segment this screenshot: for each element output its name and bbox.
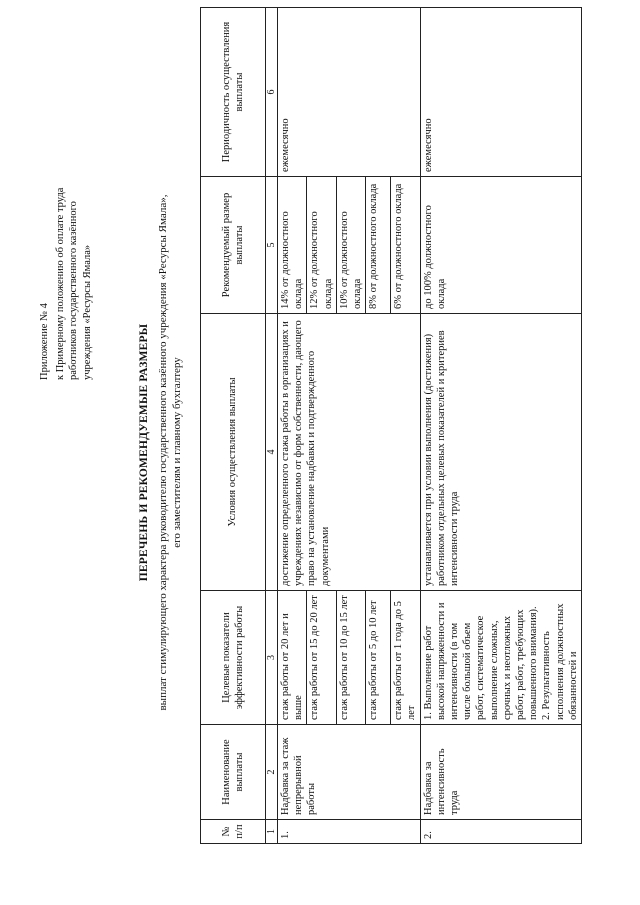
row-number: 2. [420,820,581,844]
column-number-row [266,8,278,844]
recommended-size: 8% от должностного оклада [366,177,391,314]
recommended-size: 14% от должностного оклада [278,177,307,314]
recommended-size: 12% от должностного оклада [307,177,336,314]
column-number: 3 [266,591,278,725]
header-periodicity: Периодичность осуществления выплаты [201,8,266,177]
payment-name: Надбавка за интенсивность труда [420,725,581,820]
target-indicator: стаж работы от 20 лет и выше [278,591,307,725]
column-number: 5 [266,177,278,314]
document-subtitle: выплат стимулирующего характера руководителю государственного казённого учреждения «Ресурсы Ямала», [157,194,169,711]
payment-condition: устанавливается при условии выполнения (достижения) работником отдельных целевых показателей и критериев интенсивности труда [420,314,581,591]
appendix-reference [38,110,94,380]
appendix-number: Приложение № 4 [39,303,50,380]
payment-periodicity: ежемесячно [278,8,421,177]
document-subtitle: его заместителям и главному бухгалтеру [171,357,183,548]
recommended-size: до 100% должностного оклада [420,177,581,314]
table-row [278,8,307,844]
appendix-line: учреждения «Ресурсы Ямала» [81,244,93,380]
column-number: 6 [266,8,278,177]
payment-name: Надбавка за стаж непрерывной работы [278,725,421,820]
column-number: 1 [266,820,278,844]
column-number: 4 [266,314,278,591]
target-indicator: стаж работы от 10 до 15 лет [336,591,365,725]
recommended-size: 10% от должностного оклада [336,177,365,314]
payment-periodicity: ежемесячно [420,8,581,177]
target-indicator: 1. Выполнение работ высокой напряженности и интенсивности (в том числе большой объем работ, систематическое выполнение сложных, срочных и неотложных работ, работ, требующих повышенного внимания). 2. Результативность исполнения должностных обязанностей и [420,591,581,725]
target-indicator: стаж работы от 15 до 20 лет [307,591,336,725]
appendix-line: работников государственного казённого [68,201,79,380]
document-title: ПЕРЕЧЕНЬ И РЕКОМЕНДУЕМЫЕ РАЗМЕРЫ [138,323,150,582]
row-number: 1. [278,820,421,844]
payments-table [200,7,582,844]
appendix-line: к Примерному положению об оплате труда [54,187,66,380]
column-number: 2 [266,725,278,820]
target-indicator: стаж работы от 1 года до 5 лет [391,591,420,725]
target-indicator: стаж работы от 5 до 10 лет [366,591,391,725]
header-recommended-size: Рекомендуемый размер выплаты [201,177,266,314]
header-payment-name: Наименование выплаты [201,725,266,820]
table-row [420,8,581,844]
header-target-indicators: Целевые показатели эффективности работы [201,591,266,725]
payment-condition: достижение определенного стажа работы в организациях и учреждениях независимо от форм собственности, дающего право на установление надбавки и подтвержденного документами [278,314,421,591]
recommended-size: 6% от должностного оклада [391,177,420,314]
header-conditions: Условия осуществления выплаты [201,314,266,591]
header-number: № п/п [201,820,266,844]
table-header-row [201,8,266,844]
